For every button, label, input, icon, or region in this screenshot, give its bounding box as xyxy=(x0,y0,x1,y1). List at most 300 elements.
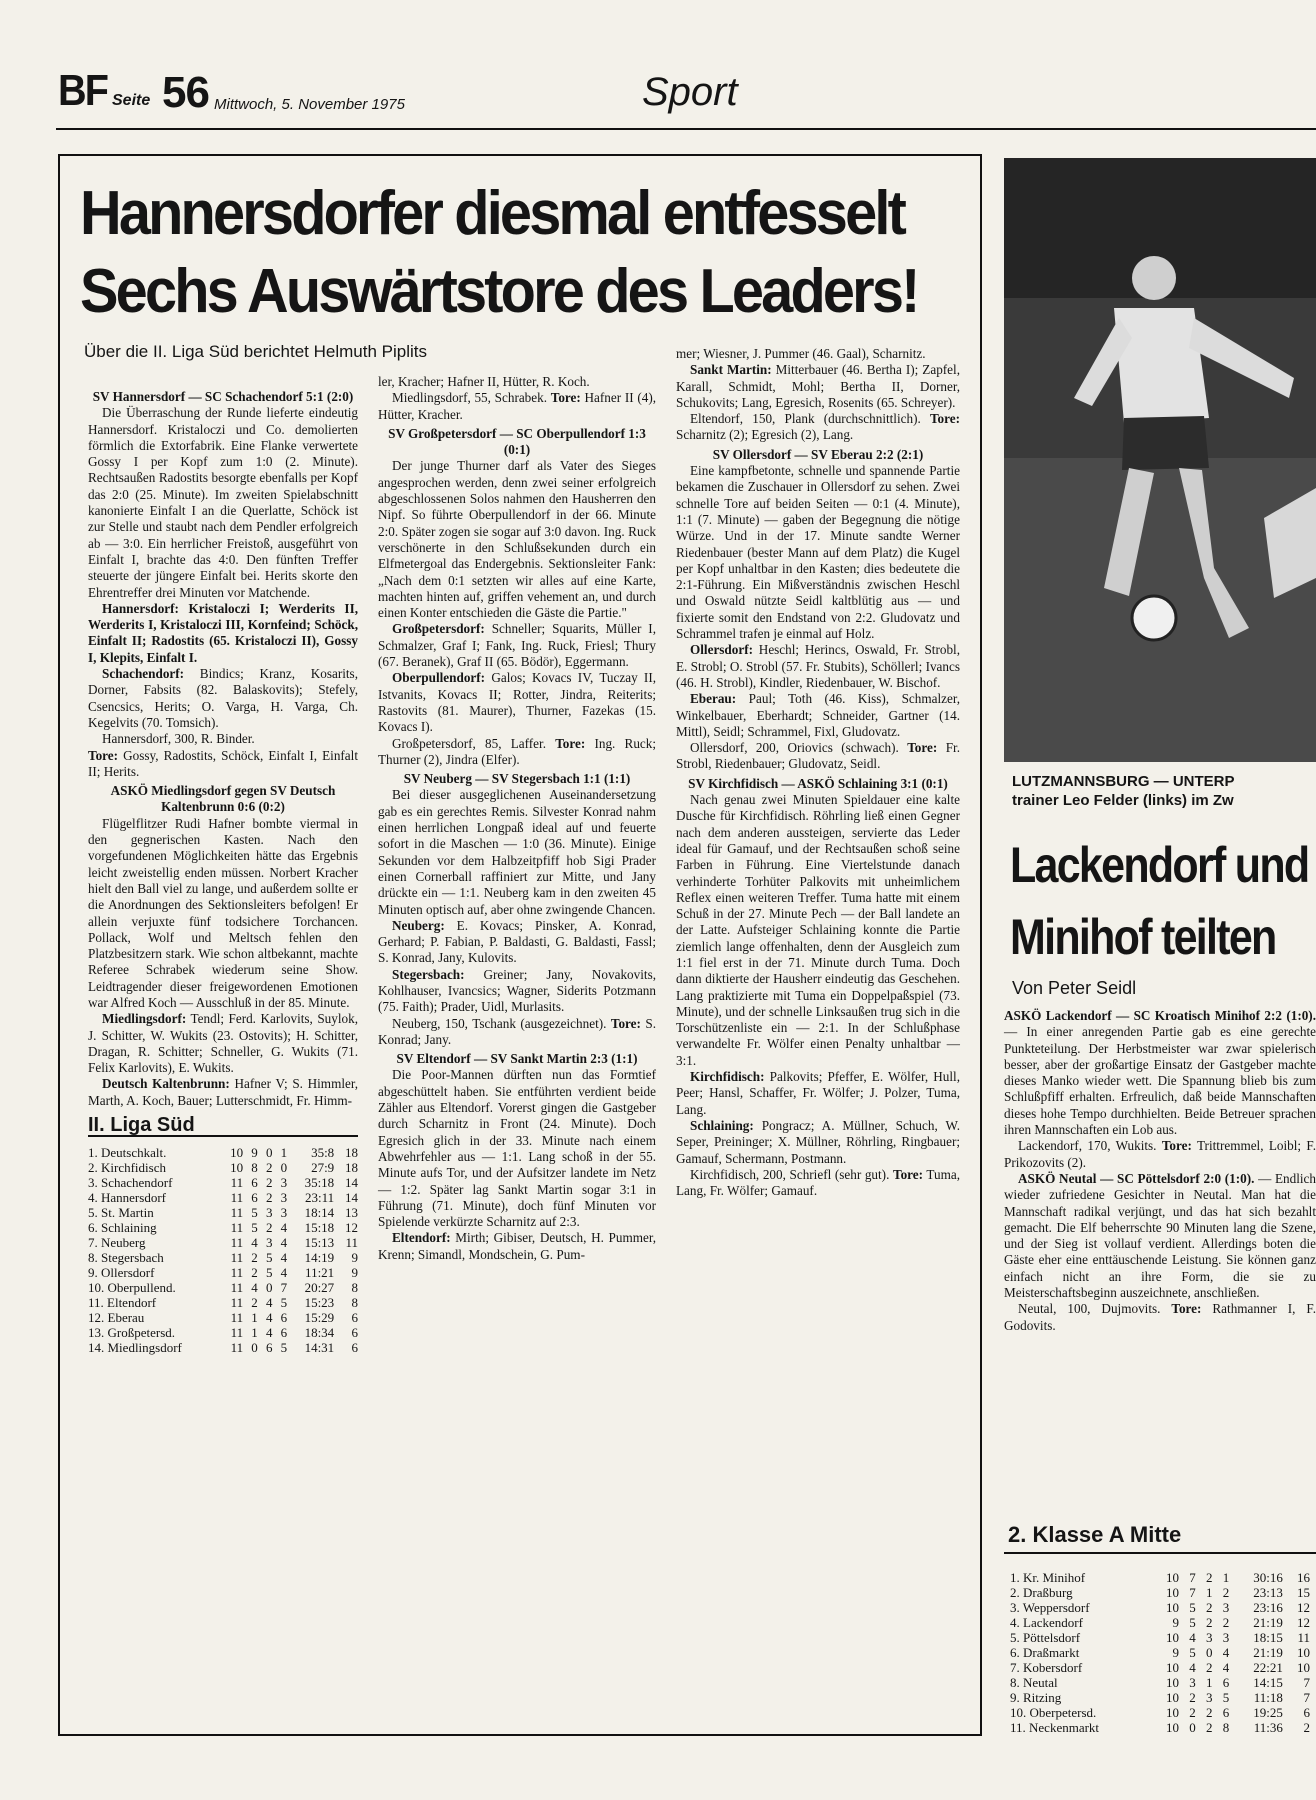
standings-value: 12 xyxy=(345,1220,358,1236)
standings-value: 10 xyxy=(1166,1585,1180,1600)
standings-row xyxy=(88,1280,358,1295)
standings-value: 4 xyxy=(265,1310,273,1326)
standings-value: 19:25 xyxy=(1253,1705,1283,1720)
match-title: SV Kirchfidisch — ASKÖ Schlaining 3:1 (0:1) xyxy=(688,775,948,791)
standings-row xyxy=(88,1295,358,1310)
match-facts: Miedlingsdorf, 55, Schrabek. xyxy=(392,390,548,406)
standings-value: 5 xyxy=(1189,1600,1196,1615)
standings-row xyxy=(88,1340,358,1355)
standings-value: 27:9 xyxy=(311,1160,335,1176)
standings-value: 8 xyxy=(351,1295,358,1311)
match-title: SV Hannersdorf — SC Schachendorf 5:1 (2:0) xyxy=(92,389,354,404)
goals-label: Tore: xyxy=(610,1015,641,1031)
photo-illustration xyxy=(1004,158,1316,762)
main-article xyxy=(58,154,982,1736)
match-report: Der junge Thurner darf als Vater des Sieges angesprochen werden, denn zwei seiner erfolgreich abgeschlossenen Solos nahmen den Hausherren den Nipf. So führte Oberpullendorf in der 66. Minute 2:0. Später zogen sie sogar auf 3:0 davon. Ing. Ruck verschönerte in den Schlußsekunden durch ein Elfmetergoal das Endergebnis. Sektionsleiter Fank: „Nach dem 0:1 setzten wir alles auf eine Karte, machten hinten auf, griffen vehement an, und durch einen Konter entschieden die Gäste die Partie." xyxy=(378,458,656,621)
standings-value: 14:15 xyxy=(1253,1675,1283,1690)
standings-value: 2 xyxy=(265,1160,273,1176)
goal-scorers: Scharnitz (2); Egresich (2), Lang. xyxy=(676,427,854,443)
standings-value: 2 xyxy=(1206,1570,1213,1585)
standings-value: 2 xyxy=(1222,1615,1230,1630)
standings-value: 1 xyxy=(251,1325,258,1341)
lineup: Greiner; Jany, Novakovits, Kohlhauser, Ivancsics; Wagner, Siderits Potzmann (75. Faith); Prader, Uidl, Murlasits. xyxy=(378,966,656,1015)
standings-value: 18:15 xyxy=(1253,1630,1283,1645)
photo-caption xyxy=(1012,772,1316,810)
match-report: Bei dieser ausgeglichenen Auseinandersetzung gab es ein gerechtes Remis. Silvester Konrad nahm einen herrlichen Longpaß ideal auf und feuerte sofort in die Maschen — 1:0 (36. Minute). Einige Sekunden vor dem Halbzeitpfiff hob Sigi Prader einen Cornerball raffiniert zur Mitte, und Jany drückte ein — 1:1. Neuberg kam in den zweiten 45 Minuten optisch auf, aber ohne zwingende Chancen. xyxy=(378,787,656,917)
standings-value: 9 xyxy=(1172,1645,1180,1660)
lineup: Schneller; Squarits, Müller I, Schmalzer, Graf I; Fank, Ing. Ruck, Friesl; Thury (67. Beranek), Graf II (65. Bödör), Eggermann. xyxy=(378,621,656,670)
standings-value: 10 xyxy=(1166,1705,1180,1720)
lineup-label: Deutsch Kaltenbrunn: xyxy=(102,1076,230,1092)
match-report: Die Poor-Mannen dürften nun das Formtief abgeschüttelt haben. Sie entführten verdient beide Zähler aus Eltendorf. Vorerst gingen die Gastgeber durch Scharnitz in Front (24. Minute). Doch Egresich glich in der 33. Minute nach einem Abwehrfehler aus — 1:1. Lang schoß in der 55. Minute aufs Tor, und der Aufsitzer landete im Netz — 1:2. Später lag Sankt Martin sogar 3:1 in Führung (71. Minute), doch fünf Minuten vor Spielende verkürzte Scharnitz auf 2:3. xyxy=(378,1067,656,1230)
standings-row xyxy=(1010,1660,1310,1675)
standings-value: 3 xyxy=(1222,1630,1230,1645)
standings-value: 9 xyxy=(251,1145,258,1161)
lineup-label: Eberau: xyxy=(690,691,737,707)
team-name: 5. St. Martin xyxy=(88,1205,154,1221)
lineup-label: Stegersbach: xyxy=(392,966,465,982)
goal-scorers: Hafner II (4), Hütter, Kracher. xyxy=(378,390,657,422)
match-facts: Neuberg, 150, Tschank (ausgezeichnet). xyxy=(392,1015,607,1031)
article-column-3 xyxy=(676,346,960,1199)
standings-value: 2 xyxy=(251,1250,258,1266)
lineup: E. Kovacs; Pinsker, A. Konrad, Gerhard; P. Fabian, P. Baldasti, G. Baldasti, Fassl; S. Konrad, Jany, Kulovits. xyxy=(378,917,657,966)
standings-value: 8 xyxy=(1222,1720,1230,1735)
standings-value: 3 xyxy=(1222,1600,1230,1615)
lineup: Mitterbauer (46. Bertha I); Zapfel, Karall, Schmidt, Mohl; Bertha II, Dorner, Schukovits; Lang, Egresich, Rosenits (65. Schreyer). xyxy=(676,362,960,410)
standings-value: 5 xyxy=(251,1205,258,1221)
standings-value: 23:13 xyxy=(1253,1585,1283,1600)
team-name: 11. Eltendorf xyxy=(88,1295,157,1311)
goal-scorers: Gossy, Radostits, Schöck, Einfalt I, Einfalt II; Herits. xyxy=(88,747,358,779)
lineup: Tendl; Ferd. Karlovits, Suylok, J. Schitter, W. Wukits (23. Ostovits); H. Schitter, Dragan, R. Schitter; Schneller, G. Wukits (71. Felix Karlovits), E. Wukits. xyxy=(88,1011,358,1076)
lineup: mer; Wiesner, J. Pummer (46. Gaal), Scharnitz. xyxy=(676,346,926,361)
standings-value: 11 xyxy=(345,1235,358,1251)
standings-value: 21:19 xyxy=(1253,1645,1283,1660)
right-article-column xyxy=(1004,1008,1316,1334)
standings-row xyxy=(1010,1585,1310,1600)
lineup: Heschl; Herincs, Oswald, Fr. Strobl, E. Strobl; O. Strobl (57. Fr. Stubits), Schöllerl; Ivancs (46. H. Strobl), Kindler, Riedenbauer, W. Bischof. xyxy=(676,642,960,690)
issue-date: Mittwoch, 5. November 1975 xyxy=(214,96,405,113)
goal-scorers: Ing. Ruck; Thurner (2), Jindra (Elfer). xyxy=(378,735,657,767)
standings-value: 35:8 xyxy=(311,1145,335,1161)
standings-value: 0 xyxy=(1189,1720,1196,1735)
standings-value: 4 xyxy=(280,1220,288,1236)
standings-value: 5 xyxy=(1222,1690,1230,1705)
standings-row xyxy=(88,1205,358,1220)
lineup-label: Kirchfidisch: xyxy=(690,1069,765,1085)
match-report: Eine kampfbetonte, schnelle und spannende Partie bekamen die Zuschauer in Ollersdorf zu sehen. Zwei schnelle Tore auf beiden Seiten — 0:1 (4. Minute), 1:1 (7. Minute) — gaben der Begegnung die nötige Würze. Und in der 17. Minute sandte Werner Riedenbauer (bester Mann auf dem Platz) die Kugel per Kopf unhaltbar in den Kasten; dies bedeutete die 2:1-Führung. Ein Mißverständnis zwischen Heschl und Oswald nützte Seidl kaltblütig aus — und fixierte somit den Endstand von 2:2. Gludovatz und Schrammel trafen je einmal auf Holz. xyxy=(676,463,960,642)
standings-row xyxy=(1010,1720,1310,1735)
match-title: ASKÖ Lackendorf — SC Kroatisch Minihof 2:2 (1:0). xyxy=(1004,1008,1316,1023)
standings-value: 35:18 xyxy=(304,1175,335,1191)
standings-value: 6 xyxy=(1303,1705,1310,1720)
standings-value: 10 xyxy=(1166,1660,1180,1675)
standings-value: 0 xyxy=(280,1160,288,1176)
team-name: 3. Weppersdorf xyxy=(1010,1600,1090,1615)
goal-scorers: Trittremmel, Loibl; F. Prikozovits (2). xyxy=(1004,1138,1316,1170)
standings-value: 6 xyxy=(265,1340,273,1356)
standings-value: 4 xyxy=(280,1235,288,1251)
standings-row xyxy=(1010,1690,1310,1705)
match-report: Flügelflitzer Rudi Hafner bombte viermal in den gegnerischen Kasten. Nach den vorgefundenen Möglichkeiten hätte das Ergebnis leicht zweistellig enden müssen. Norbert Kracher hielt den Ball viel zu lange, und außerdem sollte er die Anordnungen des Sektionsleiters befolgen! Er allein verjuxte fünf todsichere Torchancen. Pollack, Wolf und Meltsch fehlen den Platzbesitzern stark. Wie schon altbekannt, machte Referee Schrabek wiederum seine Show. Leidtragender dieser freigewordenen Emotionen war Alfred Koch — Ausschluß in der 85. Minute. xyxy=(88,815,358,1010)
standings-value: 12 xyxy=(1297,1615,1310,1630)
standings-value: 11 xyxy=(230,1325,244,1341)
standings-value: 5 xyxy=(1189,1645,1196,1660)
standings-title: II. Liga Süd xyxy=(88,1117,358,1137)
match-title: SV Ollersdorf — SV Eberau 2:2 (2:1) xyxy=(712,446,924,462)
standings-value: 5 xyxy=(251,1220,258,1236)
standings-value: 2 xyxy=(1189,1705,1196,1720)
standings-value: 2 xyxy=(1206,1705,1213,1720)
masthead-rule xyxy=(56,128,1316,130)
headline-line-1: Hannersdorfer diesmal entfesselt xyxy=(80,179,904,248)
team-name: 3. Schachendorf xyxy=(88,1175,173,1191)
standings-value: 6 xyxy=(1222,1705,1230,1720)
standings-value: 4 xyxy=(1222,1660,1230,1675)
match-title: ASKÖ Miedlingsdorf gegen SV Deutsch Kaltenbrunn 0:6 (0:2) xyxy=(110,783,336,815)
standings-value: 7 xyxy=(1189,1570,1196,1585)
standings-value: 18 xyxy=(345,1160,358,1176)
standings-value: 7 xyxy=(1303,1675,1310,1690)
standings-value: 10 xyxy=(1166,1600,1180,1615)
standings-value: 3 xyxy=(280,1205,288,1221)
match-title: SV Großpetersdorf — SC Oberpullendorf 1:3 (0:1) xyxy=(388,425,646,458)
team-name: 6. Schlaining xyxy=(88,1220,157,1236)
standings-value: 11 xyxy=(1297,1630,1310,1645)
standings-value: 2 xyxy=(1206,1720,1213,1735)
standings-value: 7 xyxy=(1189,1585,1196,1600)
match-report: — Endlich wieder zufriedene Gesichter in Neutal. Man hat die Mannschaft radikal verjüngt, und das hat sich bezahlt gemacht. Die Elf beherrschte 90 Minuten lang die Szene, und der Sieg ist vollauf verdient. Allerdings boten die Gäste eher eine enttäuschende Leistung. Sie können ganz einfach nicht an ihre Form, die sie zu Meisterschaftsbeginn auszeichnete, anschließen. xyxy=(1004,1170,1316,1301)
standings-value: 12 xyxy=(1297,1600,1310,1615)
standings-value: 4 xyxy=(1189,1630,1196,1645)
standings-value: 2 xyxy=(265,1220,273,1236)
standings-value: 9 xyxy=(1172,1615,1180,1630)
goal-scorers: Tuma, Lang, Fr. Wölfer; Gamauf. xyxy=(676,1166,960,1199)
masthead-logo: BF xyxy=(58,66,108,115)
lineup: Mirth; Gibiser, Deutsch, H. Pummer, Krenn; Simandl, Mondschein, G. Pum- xyxy=(378,1230,656,1262)
standings-value: 15:18 xyxy=(304,1220,335,1236)
standings-value: 8 xyxy=(351,1280,358,1296)
standings-value: 6 xyxy=(1222,1675,1230,1690)
right-headline-line-2: Minihof teilten xyxy=(1010,909,1276,965)
standings-value: 7 xyxy=(280,1280,288,1296)
standings-value: 2 xyxy=(1206,1615,1213,1630)
standings-value: 1 xyxy=(251,1310,258,1326)
lineup: Bindics; Kranz, Kosarits, Dorner, Fabsits (82. Balaskovits); Stefely, Csencsics, Herits; O. Varga, H. Varga, Ch. Kegelvits (70. Tomsich). xyxy=(88,666,358,730)
right-byline: Von Peter Seidl xyxy=(1012,978,1137,998)
standings-value: 10 xyxy=(230,1145,244,1161)
section-title: Sport xyxy=(642,70,738,114)
standings-row xyxy=(88,1145,358,1160)
right-standings-title: 2. Klasse A Mitte xyxy=(1008,1522,1182,1547)
team-name: 8. Neutal xyxy=(1010,1675,1058,1690)
team-name: 1. Kr. Minihof xyxy=(1010,1570,1086,1585)
standings-value: 4 xyxy=(280,1250,288,1266)
standings-row xyxy=(1010,1675,1310,1690)
standings-row xyxy=(88,1175,358,1190)
standings-value: 14:19 xyxy=(304,1250,335,1266)
standings-value: 30:16 xyxy=(1253,1570,1283,1585)
standings-value: 6 xyxy=(351,1340,358,1356)
standings-value: 0 xyxy=(251,1340,258,1356)
lineup-label: Schachendorf: xyxy=(102,666,185,682)
team-name: 7. Kobersdorf xyxy=(1010,1660,1083,1675)
standings-value: 11 xyxy=(230,1295,244,1311)
article-column-2 xyxy=(378,374,656,1263)
lineup-label: Sankt Martin: xyxy=(690,362,772,378)
goal-scorers: Rathmanner I, F. Godovits. xyxy=(1004,1301,1316,1333)
standings-row xyxy=(88,1250,358,1265)
standings-value: 4 xyxy=(1189,1660,1196,1675)
standings-value: 3 xyxy=(265,1205,273,1221)
lineup: Pongracz; A. Müllner, Schuch, W. Seper, Preininger; X. Müllner, Röhrling, Ringbauer; Gamauf, Schermann, Postmann. xyxy=(676,1117,960,1166)
team-name: 8. Stegersbach xyxy=(88,1250,164,1266)
standings-value: 4 xyxy=(1222,1645,1230,1660)
goal-scorers: Fr. Strobl, Riedenbauer; Gludovatz, Seidl. xyxy=(676,740,960,772)
standings-value: 10 xyxy=(1297,1660,1310,1675)
team-name: 5. Pöttelsdorf xyxy=(1010,1630,1081,1645)
standings-value: 18 xyxy=(345,1145,358,1161)
team-name: 2. Draßburg xyxy=(1010,1585,1073,1600)
lineup: Hafner V; S. Himmler, Marth, A. Koch, Bauer; Lutterschmidt, Fr. Himm- xyxy=(88,1076,359,1108)
lineup-label: Großpetersdorf: xyxy=(392,621,485,637)
standings-value: 11 xyxy=(230,1235,244,1251)
standings-value: 22:21 xyxy=(1253,1660,1283,1675)
match-title: SV Eltendorf — SV Sankt Martin 2:3 (1:1) xyxy=(396,1051,638,1067)
standings-value: 11 xyxy=(230,1280,244,1296)
standings-row xyxy=(1010,1615,1310,1630)
lineup: ler, Kracher; Hafner II, Hütter, R. Koch. xyxy=(378,374,590,389)
masthead xyxy=(58,66,1316,126)
standings-value: 3 xyxy=(1189,1675,1196,1690)
standings-value: 2 xyxy=(1222,1585,1230,1600)
standings-value: 2 xyxy=(251,1265,258,1281)
standings-value: 6 xyxy=(251,1190,258,1206)
standings-value: 1 xyxy=(1222,1570,1230,1585)
standings-value: 11 xyxy=(230,1250,244,1266)
goals-label: Tore: xyxy=(929,411,960,427)
team-name: 12. Eberau xyxy=(88,1310,145,1326)
match-facts: Großpetersdorf, 85, Laffer. xyxy=(392,735,546,751)
standings-value: 11 xyxy=(230,1205,244,1221)
standings-value: 1 xyxy=(1206,1675,1213,1690)
standings-value: 1 xyxy=(1206,1585,1213,1600)
standings-table xyxy=(1010,1570,1310,1735)
lineup: Palkovits; Pfeffer, E. Wölfer, Hull, Peer; Hansl, Schaffer, Fr. Wölfer; J. Polzer, Tuma, Lang. xyxy=(676,1069,961,1117)
match-facts: Neutal, 100, Dujmovits. xyxy=(1018,1301,1161,1317)
standings-value: 10 xyxy=(1166,1720,1180,1735)
goals-label: Tore: xyxy=(555,735,586,751)
standings-value: 0 xyxy=(1206,1645,1213,1660)
lineup: Galos; Kovacs IV, Tuczay II, Istvanits, Kovacs II; Rotter, Jindra, Reiterits; Rastovits (81. Maurer), Thurner, Fazekas (15. Kovacs I). xyxy=(378,670,657,735)
standings-value: 6 xyxy=(280,1325,288,1341)
standings-value: 16 xyxy=(1297,1570,1310,1585)
lineup: Paul; Toth (46. Kiss), Schmalzer, Winkelbauer, Eberhardt; Schneider, Gartner (14. Mittl), Seidl; Schrammel, Fixl, Gludovatz. xyxy=(676,691,961,739)
standings-value: 10 xyxy=(1166,1675,1180,1690)
match-title: SV Neuberg — SV Stegersbach 1:1 (1:1) xyxy=(403,771,631,787)
standings-value: 10 xyxy=(1297,1645,1310,1660)
standings-value: 20:27 xyxy=(304,1280,335,1296)
standings-value: 23:11 xyxy=(305,1190,335,1206)
standings-value: 18:14 xyxy=(304,1205,335,1221)
standings-value: 15:29 xyxy=(304,1310,335,1326)
standings-value: 15:23 xyxy=(304,1295,335,1311)
goals-label: Tore: xyxy=(1171,1301,1202,1317)
match-facts: Ollersdorf, 200, Oriovics (schwach). xyxy=(690,740,899,756)
standings-value: 0 xyxy=(265,1145,273,1161)
lineup-label: Miedlingsdorf: xyxy=(102,1011,187,1027)
standings-value: 5 xyxy=(265,1250,273,1266)
goals-label: Tore: xyxy=(88,747,119,763)
standings-value: 11:36 xyxy=(1253,1720,1283,1735)
team-name: 6. Draßmarkt xyxy=(1010,1645,1080,1660)
caption-line: trainer Leo Felder (links) im Zw xyxy=(1012,792,1234,809)
match-title: ASKÖ Neutal — SC Pöttelsdorf 2:0 (1:0). xyxy=(1018,1170,1255,1186)
standings-value: 2 xyxy=(265,1190,273,1206)
standings-value: 2 xyxy=(1303,1720,1310,1735)
standings-value: 10 xyxy=(1166,1570,1180,1585)
standings-value: 11 xyxy=(230,1310,244,1326)
match-report: — In einer anregenden Partie gab es eine gerechte Punkteteilung. Der Herbstmeister war zwar spielerisch besser, aber der großartige Einsatz der Gastgeber machte dieses Manko wieder wett. Die Spannung blieb bis zum Schlußpfiff erhalten. Erfreulich, daß beide Mannschaften dieses hohe Tempo durchhielten. Beide Betreuer sprachen ihren Mannschaften ein Lob aus. xyxy=(1004,1024,1316,1138)
right-headline-line-1: Lackendorf und xyxy=(1010,837,1309,893)
goal-scorers: S. Konrad; Jany. xyxy=(378,1015,657,1047)
standings-value: 14 xyxy=(345,1190,358,1206)
standings-value: 14 xyxy=(345,1175,358,1191)
standings-value: 2 xyxy=(1206,1660,1213,1675)
standings-value: 2 xyxy=(265,1175,273,1191)
standings-value: 11 xyxy=(230,1175,244,1191)
match-facts: Lackendorf, 170, Wukits. xyxy=(1018,1138,1157,1154)
standings-value: 1 xyxy=(280,1145,288,1161)
standings-value: 11 xyxy=(230,1340,244,1356)
standings-row xyxy=(88,1160,358,1175)
standings-value: 7 xyxy=(1303,1690,1310,1705)
standings-value: 2 xyxy=(251,1295,258,1311)
goals-label: Tore: xyxy=(907,740,938,756)
goals-label: Tore: xyxy=(1161,1138,1192,1154)
match-report: Die Überraschung der Runde lieferte eindeutig Hannersdorf. Kristaloczi und Co. demolierten förmlich die Extorfabrik. Eine Flanke verwertete Gossy I per Kopf zum 1:0 (2. Minute). Rechtsaußen Radostits besorgte ebenfalls per Kopf das 2:0 (25. Minute). Im zweiten Spielabschnitt kanonierte Einfalt I an die Querlatte, Schöck ist zur Stelle und staubt nach dem Pendler erfolgreich ab — 3:0. Ein herrlicher Freistoß, ausgeführt von Einfalt I, brachte das 4:0. Den fünften Treffer steuerte der jüngere Einfalt bei. Herits skorte den Ehrentreffer drei Minuten vor Matchende. xyxy=(88,405,358,600)
standings-row xyxy=(88,1235,358,1250)
right-standings xyxy=(1010,1562,1310,1735)
team-name: 13. Großpetersd. xyxy=(88,1325,176,1341)
standings-value: 4 xyxy=(251,1235,258,1251)
standings-row xyxy=(1010,1705,1310,1720)
standings-row xyxy=(1010,1570,1310,1585)
standings-value: 3 xyxy=(1206,1630,1213,1645)
page-label: Seite xyxy=(112,92,151,109)
standings-value: 13 xyxy=(345,1205,358,1221)
standings-value: 4 xyxy=(265,1295,273,1311)
standings-value: 2 xyxy=(1206,1600,1213,1615)
standings-value: 3 xyxy=(1206,1690,1213,1705)
standings-value: 6 xyxy=(351,1310,358,1326)
standings-row xyxy=(88,1310,358,1325)
standings-table xyxy=(88,1145,358,1355)
standings-value: 2 xyxy=(1189,1690,1196,1705)
goals-label: Tore: xyxy=(550,390,581,406)
page-number: 56 xyxy=(162,68,209,117)
standings-value: 4 xyxy=(251,1280,258,1296)
standings-value: 3 xyxy=(280,1190,288,1206)
standings-value: 21:19 xyxy=(1253,1615,1283,1630)
standings-value: 4 xyxy=(265,1325,273,1341)
match-facts: Eltendorf, 150, Plank (durchschnittlich). xyxy=(690,411,921,427)
right-standings-rule xyxy=(1004,1552,1316,1554)
standings-row xyxy=(88,1325,358,1340)
standings-row xyxy=(1010,1630,1310,1645)
team-name: 10. Oberpetersd. xyxy=(1010,1705,1097,1720)
match-report: Nach genau zwei Minuten Spieldauer eine kalte Dusche für Kirchfidisch. Röhrling ließ einen Gegner nach dem anderen aussteigen, servierte das Leder ideal für Gamauf, und der Rechtsaußen schoß seine Farben in Führung. Eine Viertelstunde danach verhinderte Torhüter Palkovits mit unheimlichem Reflex einen weiteren Treffer. Tuma hatte mit einem Schuß in der 27. Minute Pech — der Ball landete an der Latte. Aufsteiger Schlaining konnte die Partie ziemlich lange offenhalten, denn der Ausgleich zum 1:1 fiel erst in der 71. Minute durch Tuma. Doch dann diktierte der Hausherr eindeutig das Geschehen. Lang praktizierte mit Tuma ein Doppelpaßspiel (73. Minute), und der schnelle Linksaußen trug sich in die Torschützenliste ein — 2:1. In der Schlußphase verwandelte Fr. Wölfer einen Penalty unhaltbar — 3:1. xyxy=(676,792,960,1068)
standings-value: 5 xyxy=(280,1295,288,1311)
lineup-label: Neuberg: xyxy=(392,917,445,933)
standings-value: 0 xyxy=(265,1280,273,1296)
lineup-label: Schlaining: xyxy=(690,1117,754,1133)
team-name: 10. Oberpullend. xyxy=(88,1280,176,1296)
standings-value: 10 xyxy=(1166,1630,1180,1645)
headline-line-2: Sechs Auswärtstore des Leaders! xyxy=(80,257,918,326)
standings-row xyxy=(88,1220,358,1235)
standings-value: 5 xyxy=(280,1340,288,1356)
article-column-1 xyxy=(88,386,358,1355)
team-name: 11. Neckenmarkt xyxy=(1010,1720,1100,1735)
standings-value: 4 xyxy=(280,1265,288,1281)
standings-value: 11 xyxy=(230,1220,244,1236)
standings-value: 3 xyxy=(280,1175,288,1191)
standings-row xyxy=(88,1190,358,1205)
standings-value: 9 xyxy=(351,1250,358,1266)
standings-value: 18:34 xyxy=(304,1325,335,1341)
match-facts: Kirchfidisch, 200, Schriefl (sehr gut). xyxy=(690,1166,890,1182)
lineup-label: Ollersdorf: xyxy=(690,642,753,658)
lineup-label: Eltendorf: xyxy=(392,1230,451,1246)
standings-value: 15:13 xyxy=(304,1235,335,1251)
goals-label: Tore: xyxy=(892,1166,924,1182)
lineup-label: Oberpullendorf: xyxy=(392,670,486,686)
byline: Über die II. Liga Süd berichtet Helmuth Piplits xyxy=(84,342,428,361)
standings-value: 15 xyxy=(1297,1585,1310,1600)
standings-value: 5 xyxy=(265,1265,273,1281)
standings-value: 11 xyxy=(230,1190,244,1206)
standings-value: 6 xyxy=(280,1310,288,1326)
standings-value: 23:16 xyxy=(1253,1600,1283,1615)
standings-row xyxy=(1010,1645,1310,1660)
standings-row xyxy=(88,1265,358,1280)
team-name: 9. Ritzing xyxy=(1010,1690,1062,1705)
standings-value: 6 xyxy=(251,1175,258,1191)
team-name: 14. Miedlingsdorf xyxy=(88,1340,182,1356)
team-name: 2. Kirchfidisch xyxy=(88,1160,166,1176)
standings-value: 10 xyxy=(1166,1690,1180,1705)
team-name: 4. Hannersdorf xyxy=(88,1190,166,1206)
team-name: 9. Ollersdorf xyxy=(88,1265,155,1281)
standings-value: 5 xyxy=(1189,1615,1196,1630)
match-facts: Hannersdorf, 300, R. Binder. xyxy=(102,731,255,747)
team-name: 7. Neuberg xyxy=(88,1235,146,1251)
standings-value: 3 xyxy=(265,1235,273,1251)
standings-value: 11:21 xyxy=(305,1265,335,1281)
standings-value: 9 xyxy=(351,1265,358,1281)
standings-value: 8 xyxy=(251,1160,258,1176)
team-name: 4. Lackendorf xyxy=(1010,1615,1083,1630)
standings-value: 10 xyxy=(230,1160,244,1176)
team-name: 1. Deutschkalt. xyxy=(88,1145,167,1161)
standings-row xyxy=(1010,1600,1310,1615)
standings-value: 11 xyxy=(230,1265,244,1281)
caption-line: LUTZMANNSBURG — UNTERP xyxy=(1012,773,1235,790)
standings-value: 6 xyxy=(351,1325,358,1341)
match-photo xyxy=(1004,158,1316,762)
